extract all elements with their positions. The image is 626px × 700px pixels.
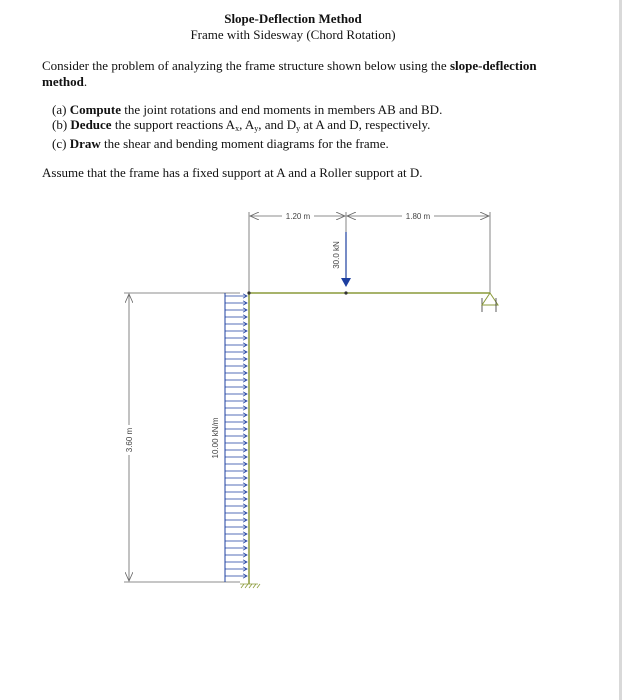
distributed-load <box>211 293 247 582</box>
intro-paragraph: Consider the problem of analyzing the frame structure shown below using the slope-deflection method. <box>42 58 537 89</box>
distributed-load-label: 10.00 kN/m <box>211 417 220 459</box>
dimension-span-left <box>250 212 345 221</box>
joint-b <box>247 291 250 294</box>
height-label: 3.60 m <box>125 427 134 453</box>
page-title: Slope-Deflection Method <box>224 11 362 26</box>
assumption-text: Assume that the frame has a fixed support at A and a Roller support at D. <box>42 165 423 180</box>
task-b: (b) Deduce the support reactions $A_x$, $A_y$, and $D_y$ at A and D, respectively. <box>52 117 431 133</box>
task-a: (a) Compute the joint rotations and end moments in members AB and BD. <box>52 102 443 117</box>
roller-support-d <box>482 293 498 312</box>
dimension-height <box>124 293 240 582</box>
point-load-label: 30.0 kN <box>332 241 341 269</box>
dimension-span-right <box>347 212 489 221</box>
page-subtitle: Frame with Sidesway (Chord Rotation) <box>190 27 396 42</box>
fixed-support-a <box>240 584 260 588</box>
point-load <box>332 232 351 295</box>
task-c: (c) Draw the shear and bending moment diagrams for the frame. <box>52 136 389 151</box>
span-left-label: 1.20 m <box>285 212 311 221</box>
span-right-label: 1.80 m <box>405 212 431 221</box>
